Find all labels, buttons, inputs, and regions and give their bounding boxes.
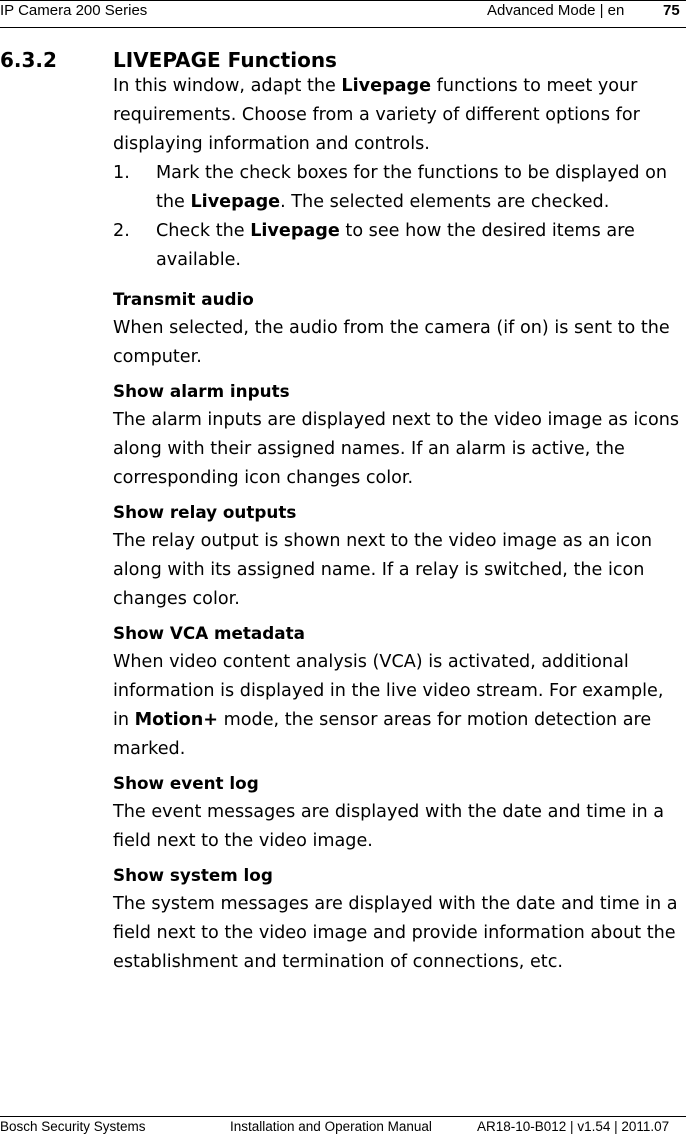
intro-paragraph: [113, 72, 683, 159]
item-title: Show event log: [113, 773, 259, 793]
section-title: LIVEPAGE Functions: [113, 48, 337, 72]
header-section: Advanced Mode | en: [487, 2, 625, 19]
page-number: 75: [663, 2, 680, 19]
item-text-bold: Motion+: [134, 710, 219, 730]
footer-company: Bosch Security Systems: [0, 1119, 146, 1134]
step-number: 2.: [113, 221, 130, 241]
step-number: 1.: [113, 163, 130, 183]
item-title: Show relay outputs: [113, 502, 297, 522]
step-text: to see how the desired items are available.: [156, 221, 635, 270]
step-bold: Livepage: [190, 192, 281, 212]
item-text-part: mode, the sensor areas for motion detection are marked.: [113, 710, 652, 759]
footer-doc-id: AR18-10-B012 | v1.54 | 2011.07: [477, 1119, 670, 1134]
item-title: Transmit audio: [113, 289, 254, 309]
step-item: [113, 217, 683, 275]
intro-text-2: functions to meet your requirements. Choose from a variety of different options for displaying information and controls.: [113, 76, 640, 154]
footer-manual: Installation and Operation Manual: [230, 1119, 432, 1134]
item-title: Show system log: [113, 865, 273, 885]
step-text: . The selected elements are checked.: [280, 192, 610, 212]
header-rule: [0, 27, 686, 28]
item-text: The relay output is shown next to the video image as an icon along with its assigned name. If a relay is switched, the icon changes color.: [113, 531, 653, 609]
step-item: [113, 159, 683, 217]
item-text: The alarm inputs are displayed next to the video image as icons along with their assigned names. If an alarm is active, the corresponding icon changes color.: [113, 410, 680, 488]
item-text-part: When video content analysis (VCA) is activated, additional information is displayed in the live video stream. For example, in: [113, 652, 664, 730]
section-number: 6.3.2: [0, 48, 57, 72]
step-text: Mark the check boxes for the functions to be displayed on the: [156, 163, 668, 212]
intro-bold: Livepage: [341, 76, 432, 96]
item-text: [113, 648, 683, 764]
footer-rule: [0, 1116, 686, 1117]
section-body: [113, 72, 683, 977]
step-text: Check the: [156, 221, 251, 241]
item-text: The event messages are displayed with the date and time in a field next to the video image.: [113, 802, 665, 851]
step-bold: Livepage: [250, 221, 340, 241]
header-product: IP Camera 200 Series: [0, 2, 148, 19]
intro-text-1: In this window, adapt the: [113, 76, 342, 96]
item-title: Show VCA metadata: [113, 623, 305, 643]
item-text: The system messages are displayed with the date and time in a field next to the video image and provide information about the establishment and termination of connections, etc.: [113, 894, 678, 972]
header-top-rule: [0, 0, 686, 1]
item-text: When selected, the audio from the camera (if on) is sent to the computer.: [113, 318, 670, 367]
item-title: Show alarm inputs: [113, 381, 290, 401]
steps-list: [113, 159, 683, 275]
